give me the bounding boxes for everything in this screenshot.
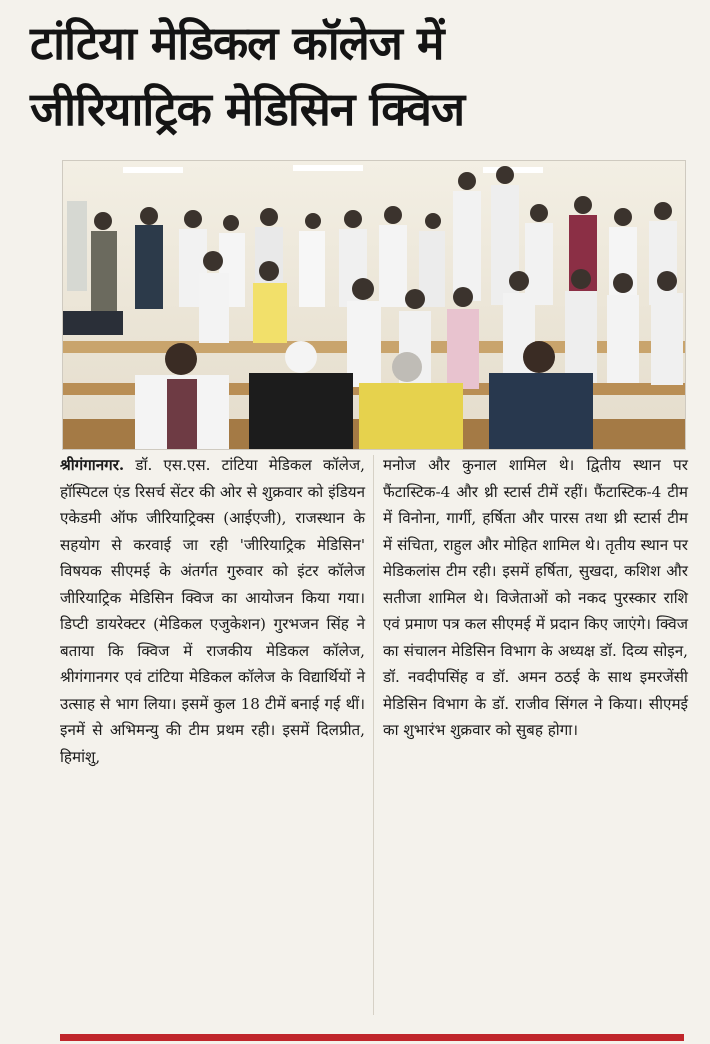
dateline: श्रीगंगानगर. — [60, 456, 125, 474]
column-divider — [373, 455, 374, 1015]
article-text-2: मनोज और कुनाल शामिल थे। द्वितीय स्थान पर फैंटास्टिक-4 और थ्री स्टार्स टीमें रहीं। फैंटास्टिक-4 टीम में विनोना, गार्गी, हर्षिता और पारस तथा थ्री स्टार्स टीम में संचिता, राहुल और मोहित शामिल थे। तृतीय स्थान पर मेडिकलांस टीम रही। इसमें हर्षिता, सुखदा, कशिश और सतीजा शामिल थे। विजेताओं को नकद पुरस्कार राशि एवं प्रमाण पत्र कल सीएमई में प्रदान किए जाएंगे। क्विज का संचालन मेडिसिन विभाग के अध्यक्ष डॉ. दिव्य सोइन, डॉ. नवदीपसिंह व डॉ. अमन ठठई के साथ इमरजेंसी मेडिसिन विभाग के डॉ. राजीव सिंगल ने किया। सीएमई का शुभारंभ शुक्रवार को सुबह होगा। — [383, 456, 689, 739]
headline — [30, 10, 700, 142]
bottom-accent-bar — [60, 1034, 684, 1041]
headline-line-1: टांटिया मेडिकल कॉलेज में — [30, 16, 444, 70]
article-column-2 — [383, 452, 688, 1032]
article-column-1 — [60, 452, 365, 1032]
article-text-1: डॉ. एस.एस. टांटिया मेडिकल कॉलेज, हॉस्पिटल एंड रिसर्च सेंटर की ओर से शुक्रवार को इंडियन एकेडमी ऑफ जीरियाट्रिक्स (आईएजी), राजस्थान के सहयोग से करवाई जा रही 'जीरियाट्रिक मेडिसिन' विषयक सीएमई के अंतर्गत गुरुवार को इंटर कॉलेज जीरियाट्रिक मेडिसिन क्विज का आयोजन किया गया। डिप्टी डायरेक्टर (मेडिकल एजुकेशन) गुरभजन सिंह ने बताया कि क्विज में राजकीय मेडिकल कॉलेज, श्रीगंगानगर एवं टांटिया मेडिकल कॉलेज के विद्यार्थियों ने उत्साह से भाग लिया। इसमें कुल 18 टीमें बनाई गई थीं। इनमें से अभिमन्यु की टीम प्रथम रही। इसमें दिलप्रीत, हिमांशु, — [60, 456, 365, 766]
group-photo — [62, 160, 686, 450]
headline-line-2: जीरियाट्रिक मेडिसिन क्विज — [30, 82, 465, 136]
group-photo-illustration — [63, 161, 685, 449]
